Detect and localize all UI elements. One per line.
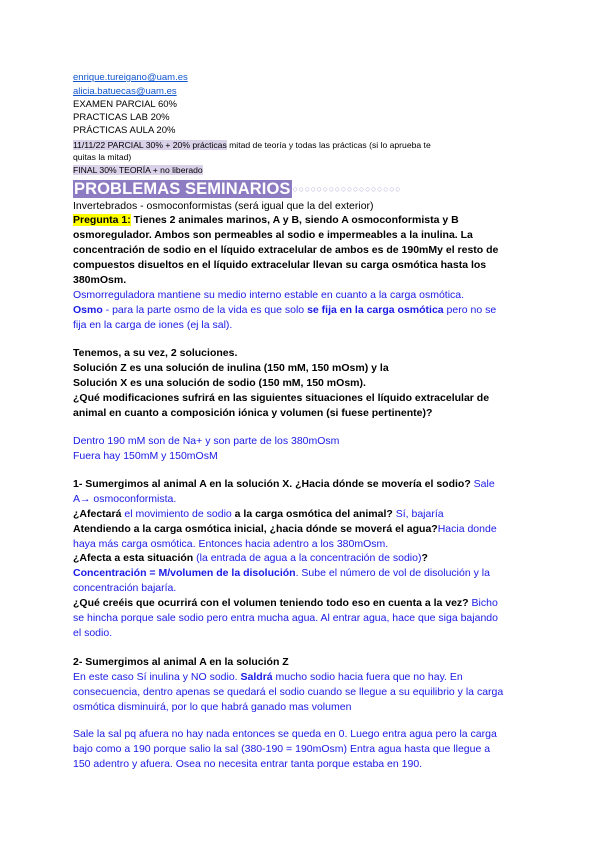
part-2-a1a: En este caso Sí inulina y NO sodio. [73,671,241,683]
question-1-label: Pregunta 1: [73,214,131,226]
question-1-line-1 [73,213,459,227]
part-1-answer: Sale [470,478,495,490]
part-1-question: 1- Sumergimos al animal A en la solución X. ¿Hacia dónde se movería el sodio? [73,478,471,490]
practicas-aula-line: PRÁCTICAS AULA 20% [73,125,176,136]
parcial-highlight: 11/11/22 PARCIAL 30% + 20% prácticas [73,140,227,150]
part-2-a1c: mucho sodio hacia fuera que no hay. En [272,671,463,683]
part-2-line-3: osmótica disminuirá, por lo que habrá ganado mas volumen [73,701,352,713]
part-2-line-5: bajo como a 190 porque salio la sal (380-190 = 190mOsm) Entra agua hasta que llegue a [73,743,491,755]
solutions-line-3: Solución X es una solución de sodio (150 mM, 150 mOsm). [73,377,366,389]
part-1-a3: Hacia donde [437,523,497,535]
question-1-line-2: osmoregulador. Ambos son permeables al sodio e impermeables a la inulina. La [73,229,473,241]
part-1-line-7 [73,566,490,580]
osmo-note-line-1 [73,303,496,317]
parcial-line [73,139,431,151]
osmo-text-b: se fija en la carga osmótica [307,304,444,316]
solutions-line-2: Solución Z es una solución de inulina (150 mM, 150 mOsm) y la [73,362,389,374]
solutions-line-5: animal en cuanto a composición iónica y volumen (si fuese pertinente)? [73,407,433,419]
part-2-line-2: consecuencia, dentro apenas se quedará el sodio cuando se llegue a su equilibrio y la carga [73,686,504,698]
part-1-line-9 [73,596,498,610]
solutions-note-2: Fuera hay 150mM y 150mOsM [73,450,218,462]
part-2-line-4: Sale la sal pq afuera no hay nada entonces se queda en 0. Luego entra agua pero la carga [73,728,497,740]
part-1-line-2: A→ osmoconformista. [73,493,177,505]
part-2-question: 2- Sumergimos al animal A en la solución Z [73,656,289,668]
email-link-1-text[interactable]: enrique.tureigano@uam.es [73,72,188,83]
part-2-line-1 [73,670,463,684]
final-line [73,164,203,176]
part-1-a2: Sí, bajaría [392,508,444,520]
osmo-text-a: - para la parte osmo de la vida es que solo [102,304,308,316]
section-subtitle: Invertebrados - osmoconformistas (será igual que la del exterior) [73,200,374,212]
osmo-note-line-2: fija en la carga de iones (ej la sal). [73,319,233,331]
parcial-line-2: quitas la mitad) [73,152,132,162]
part-1-concentration-formula: Concentración = M/volumen de la disolución [73,567,296,579]
part-1-line-10: se hincha porque sale sodio pero entra mucha agua. Al entrar agua, hace que siga bajando [73,612,498,624]
section-title [73,180,401,198]
final-highlight: FINAL 30% TEORÍA + no liberado [73,165,203,175]
part-1-q4c: ? [421,552,428,564]
section-title-text: PROBLEMAS SEMINARIOS [74,180,291,198]
practicas-lab-line: PRACTICAS LAB 20% [73,112,170,123]
part-1-line-8: concentración bajaría. [73,582,177,594]
email-link-2-text[interactable]: alicia.batuecas@uam.es [73,86,177,97]
part-1-q4a: ¿Afecta a esta situación [73,552,194,564]
osmo-text-c: pero no se [443,304,497,316]
part-1-q5: ¿Qué creéis que ocurrirá con el volumen teniendo todo eso en cuenta a la vez? [73,597,469,609]
email-link-1[interactable] [73,70,188,85]
solutions-line-4: ¿Qué modificaciones sufrirá en las siguientes situaciones el líquido extracelular de [73,392,490,404]
part-1-line-4 [73,522,497,536]
part-1-line-11: el sodio. [73,627,113,639]
exam-parcial-line: EXAMEN PARCIAL 60% [73,99,178,110]
part-1-q2b: el movimiento de sodio [121,508,232,520]
parcial-rest: mitad de teoría y todas las prácticas (si lo aprueba te [226,140,431,150]
part-1-line-5: haya más carga osmótica. Entonces hacia adentro a los 380mOsm. [73,538,389,550]
section-title-dots: ○○○○○○○○○○○○○○○○○○ [292,184,402,194]
part-1-line-3 [73,507,444,521]
part-2-line-6: 150 adentro y afuera. Osea no necesita entrar tanta porque estaba en 190. [73,758,423,770]
question-1-line-4: compuestos disueltos en el líquido extracelular llevan su carga osmótica hasta los [73,259,487,271]
part-1-a5: Bicho [468,597,498,609]
solutions-line-1: Tenemos, a su vez, 2 soluciones. [73,347,238,359]
solutions-note-1: Dentro 190 mM son de Na+ y son parte de los 380mOsm [73,435,340,447]
question-1-line-3: concentración de sodio en el líquido extracelular de ambos es de 190mMy el resto de [73,244,499,256]
question-1-line-5: 380mOsm. [73,274,127,286]
part-1-q2c: a la carga osmótica del animal? [231,508,393,520]
osmo-bold: Osmo [73,304,103,316]
part-2-a1b: Saldrá [240,671,273,683]
part-1-q4b: (la entrada de agua a la concentración de sodio) [193,552,422,564]
part-1-line-6 [73,551,428,565]
email-link-2[interactable] [73,84,177,99]
part-1-q2a: ¿Afectará [73,508,122,520]
question-1-text-1: Tienes 2 animales marinos, A y B, siendo A osmoconformista y B [130,214,459,226]
part-1-q3: Atendiendo a la carga osmótica inicial, ¿hacia dónde se moverá el agua? [73,523,438,535]
part-1-concentration-text: . Sube el número de vol de disolución y la [295,567,490,579]
osmorreguladora-note: Osmorreguladora mantiene su medio interno estable en cuanto a la carga osmótica. [73,289,465,301]
part-1-line-1 [73,477,495,491]
